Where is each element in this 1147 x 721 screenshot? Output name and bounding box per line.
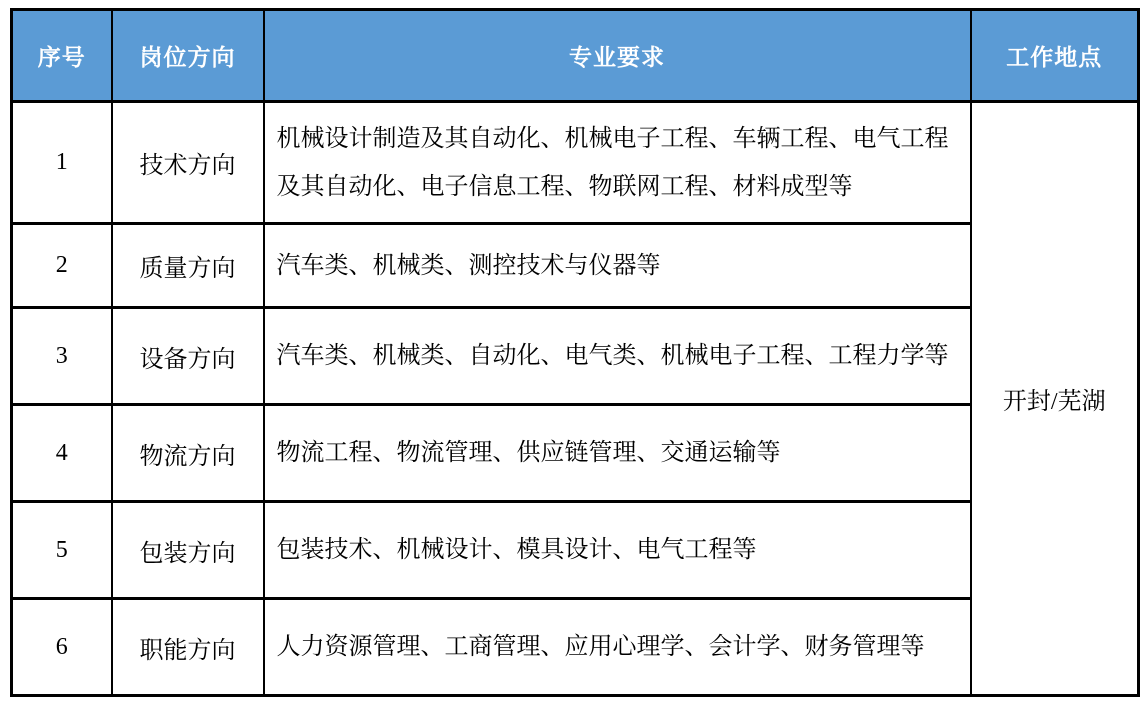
direction-cell: 包装方向 <box>112 502 264 599</box>
direction-cell: 职能方向 <box>112 599 264 696</box>
requirements-cell: 汽车类、机械类、自动化、电气类、机械电子工程、工程力学等 <box>264 308 971 405</box>
direction-cell: 技术方向 <box>112 102 264 224</box>
table-row <box>12 102 1139 224</box>
requirements-cell: 包装技术、机械设计、模具设计、电气工程等 <box>264 502 971 599</box>
header-position-direction: 岗位方向 <box>112 10 264 102</box>
header-row <box>12 10 1139 102</box>
serial-number-cell: 5 <box>12 502 112 599</box>
direction-cell: 质量方向 <box>112 224 264 308</box>
serial-number-cell: 2 <box>12 224 112 308</box>
requirements-cell: 物流工程、物流管理、供应链管理、交通运输等 <box>264 405 971 502</box>
table-row <box>12 502 1139 599</box>
requirements-cell: 汽车类、机械类、测控技术与仪器等 <box>264 224 971 308</box>
header-serial-number: 序号 <box>12 10 112 102</box>
direction-cell: 设备方向 <box>112 308 264 405</box>
table-row <box>12 224 1139 308</box>
serial-number-cell: 6 <box>12 599 112 696</box>
requirements-cell: 机械设计制造及其自动化、机械电子工程、车辆工程、电气工程及其自动化、电子信息工程、物联网工程、材料成型等 <box>264 102 971 224</box>
serial-number-cell: 4 <box>12 405 112 502</box>
serial-number-cell: 3 <box>12 308 112 405</box>
direction-cell: 物流方向 <box>112 405 264 502</box>
requirements-cell: 人力资源管理、工商管理、应用心理学、会计学、财务管理等 <box>264 599 971 696</box>
table-row <box>12 308 1139 405</box>
work-location-cell: 开封/芜湖 <box>971 102 1139 696</box>
table-row <box>12 405 1139 502</box>
serial-number-cell: 1 <box>12 102 112 224</box>
table-row <box>12 599 1139 696</box>
header-major-requirements: 专业要求 <box>264 10 971 102</box>
header-work-location: 工作地点 <box>971 10 1139 102</box>
job-positions-table <box>10 8 1140 697</box>
